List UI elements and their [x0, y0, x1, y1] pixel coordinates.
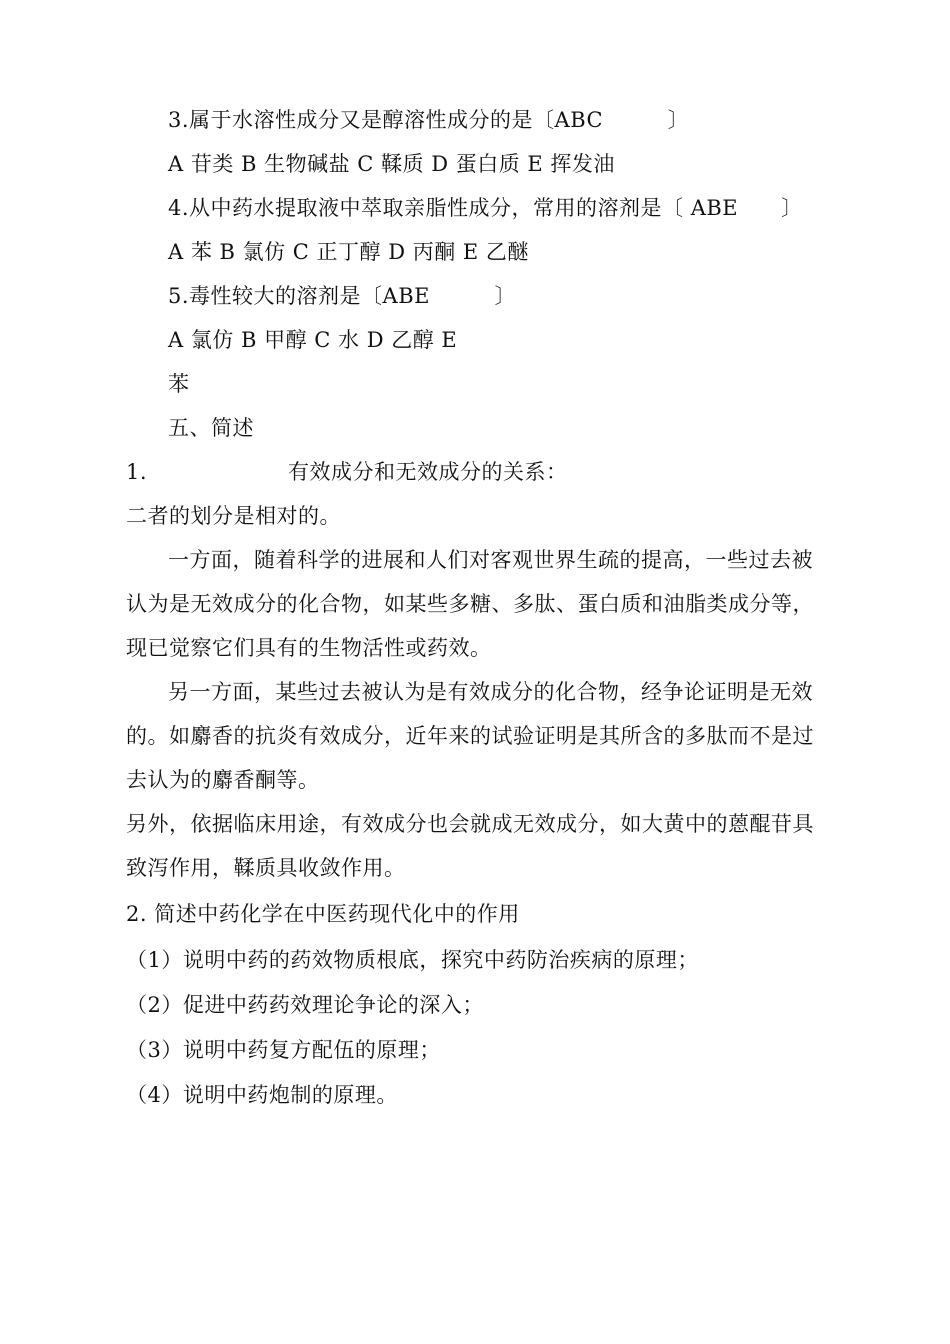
essay-1-line: 现已觉察它们具有的生物活性或药效。: [126, 636, 492, 660]
question-3-stem: 3.属于水溶性成分又是醇溶性成分的是〔ABC 〕: [168, 108, 690, 132]
essay-1-title: 有效成分和无效成分的关系：: [288, 460, 568, 484]
essay-1-number: 1.: [126, 460, 148, 484]
essay-1-line: 认为是无效成分的化合物，如某些多糖、多肽、蛋白质和油脂类成分等，: [126, 592, 814, 616]
question-5-options-continued: 苯: [168, 372, 190, 396]
essay-2-item: （2）促进中药药效理论争论的深入；: [126, 993, 484, 1017]
essay-1-line: 致泻作用，鞣质具收敛作用。: [126, 856, 406, 880]
essay-1-line: 去认为的麝香酮等。: [126, 768, 320, 792]
essay-1-line: 另一方面，某些过去被认为是有效成分的化合物，经争论证明是无效: [168, 680, 813, 704]
question-4-options: A 苯 B 氯仿 C 正丁醇 D 丙酮 E 乙醚: [168, 240, 529, 264]
question-3-options: A 苷类 B 生物碱盐 C 鞣质 D 蛋白质 E 挥发油: [168, 152, 615, 176]
essay-2-item: （3）说明中药复方配伍的原理；: [126, 1038, 441, 1062]
essay-1-line: 一方面，随着科学的进展和人们对客观世界生疏的提高，一些过去被: [168, 548, 813, 572]
question-4-stem: 4.从中药水提取液中萃取亲脂性成分，常用的溶剂是〔 ABE 〕: [168, 196, 803, 220]
essay-1-line: 的。如麝香的抗炎有效成分，近年来的试验证明是其所含的多肽而不是过: [126, 724, 814, 748]
section-title: 五、简述: [168, 416, 254, 440]
question-5-options: A 氯仿 B 甲醇 C 水 D 乙醇 E: [168, 328, 458, 352]
essay-2-item: （1）说明中药的药效物质根底，探究中药防治疾病的原理；: [126, 948, 699, 972]
essay-1-line: 二者的划分是相对的。: [126, 504, 341, 528]
question-5-stem: 5.毒性较大的溶剂是〔ABE 〕: [168, 284, 516, 308]
essay-2-item: （4）说明中药炮制的原理。: [126, 1083, 398, 1107]
essay-1-line: 另外，依据临床用途，有效成分也会就成无效成分，如大黄中的蒽醌苷具: [126, 812, 814, 836]
essay-2-title: 2. 简述中药化学在中医药现代化中的作用: [126, 902, 520, 926]
